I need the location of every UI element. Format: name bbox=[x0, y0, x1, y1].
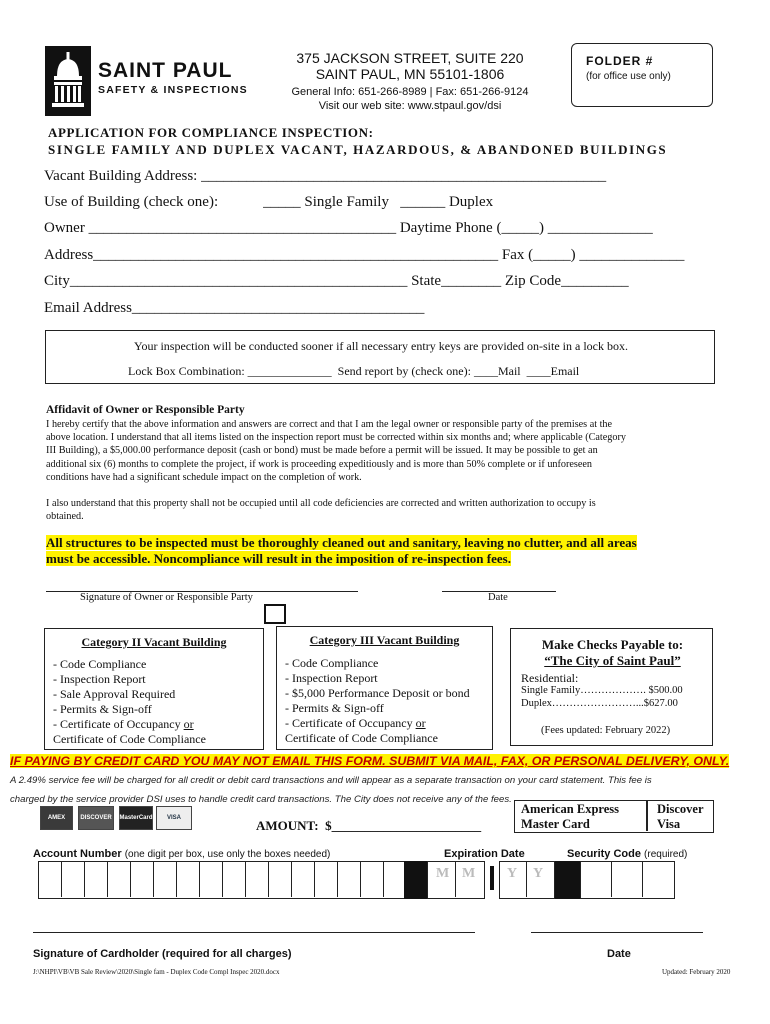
lockbox-combination-field[interactable]: Lock Box Combination: ______________ Send report by (check one): ____Mail ____Email bbox=[128, 364, 580, 378]
vacant-address-field[interactable]: Vacant Building Address: ______________________________________________________ bbox=[44, 168, 607, 184]
digit-box[interactable] bbox=[223, 862, 246, 897]
digit-box[interactable] bbox=[338, 862, 361, 897]
account-number-label bbox=[33, 848, 330, 860]
account-number-note: (one digit per box, use only the boxes needed) bbox=[124, 849, 331, 860]
list-item: - Inspection Report bbox=[285, 671, 378, 685]
brand-subtitle: SAFETY & INSPECTIONS bbox=[98, 84, 248, 96]
contact-line-2: Visit our web site: www.stpaul.gov/dsi bbox=[318, 100, 502, 112]
category-3-title: Category III Vacant Building bbox=[309, 633, 460, 647]
lockbox-note: Your inspection will be conducted sooner if all necessary entry keys are provided on-site in a lock box. bbox=[134, 339, 628, 353]
exp-placeholder: Y bbox=[507, 866, 518, 881]
digit-box[interactable] bbox=[154, 862, 177, 897]
folder-note: (for office use only) bbox=[586, 71, 671, 82]
checks-payable-box bbox=[510, 628, 713, 746]
security-digit-box[interactable] bbox=[581, 862, 612, 897]
fee-note-line-2: charged by the service provider DSI uses to handle credit card transactions. The City does not receive any of the fees. bbox=[10, 793, 512, 805]
card-type-amex[interactable]: American Express bbox=[521, 802, 620, 816]
address-field[interactable]: Address______________________________________________________ Fax (_____) ______________ bbox=[44, 247, 685, 263]
folder-box bbox=[571, 43, 713, 107]
security-code-label-text: Security Code bbox=[567, 848, 641, 860]
category-checkbox[interactable] bbox=[264, 604, 286, 624]
category-3-list bbox=[285, 656, 470, 746]
discover-logo-icon: DISCOVER bbox=[78, 806, 114, 830]
footer-file-path: J:\NHPI\VB\VB Sale Review\2020\Single fam - Duplex Code Compl Inspec 2020.docx bbox=[33, 968, 280, 976]
owner-date-label: Date bbox=[488, 592, 508, 603]
security-code-label bbox=[567, 848, 687, 860]
contact-line-1: General Info: 651-266-8989 | Fax: 651-266-9124 bbox=[291, 86, 529, 98]
digit-box[interactable] bbox=[62, 862, 85, 897]
exp-placeholder: M bbox=[462, 866, 476, 881]
lockbox-section bbox=[45, 330, 715, 384]
checks-payee: “The City of Saint Paul” bbox=[544, 653, 681, 668]
cardholder-date-label: Date bbox=[607, 948, 631, 960]
list-item-or: or bbox=[183, 717, 194, 731]
cleanliness-warning bbox=[46, 535, 686, 566]
security-code-boxes[interactable] bbox=[580, 861, 675, 899]
mastercard-logo-icon: MasterCard bbox=[119, 806, 153, 830]
card-type-discover[interactable]: Discover bbox=[657, 802, 704, 816]
credit-card-warning bbox=[10, 754, 729, 768]
separator-block bbox=[555, 861, 581, 899]
account-number-boxes[interactable] bbox=[38, 861, 406, 899]
account-number-label-text: Account Number bbox=[33, 848, 122, 860]
card-type-table bbox=[514, 800, 714, 833]
digit-box[interactable] bbox=[246, 862, 269, 897]
cardholder-signature-line[interactable] bbox=[33, 932, 475, 933]
digit-box[interactable] bbox=[39, 862, 62, 897]
office-address bbox=[260, 50, 560, 82]
warning-line-2: must be accessible. Noncompliance will result in the imposition of re-inspection fees. bbox=[46, 550, 511, 566]
digit-box[interactable] bbox=[200, 862, 223, 897]
list-item-or: or bbox=[415, 716, 426, 730]
category-2-list bbox=[53, 657, 206, 747]
fee-note-line-1: A 2.49% service fee will be charged for all credit or debit card transactions and will appear as a separate transaction on your card statement. This fee is bbox=[10, 775, 652, 786]
cardholder-signature-label: Signature of Cardholder (required for all charges) bbox=[33, 948, 292, 960]
warning-line-1: All structures to be inspected must be thoroughly cleaned out and sanitary, leaving no clutter, and all areas bbox=[46, 535, 637, 550]
fee-duplex: Duplex……………………...$627.00 bbox=[521, 698, 678, 709]
digit-box[interactable] bbox=[108, 862, 131, 897]
owner-signature-label: Signature of Owner or Responsible Party bbox=[80, 592, 253, 603]
exp-placeholder: Y bbox=[533, 866, 544, 881]
list-item: - Code Compliance bbox=[285, 656, 379, 670]
digit-box[interactable] bbox=[269, 862, 292, 897]
affidavit-title: Affidavit of Owner or Responsible Party bbox=[46, 404, 245, 416]
date-slash-mark bbox=[490, 866, 494, 890]
cardholder-date-line[interactable] bbox=[531, 932, 703, 933]
form-title-line-1: APPLICATION FOR COMPLIANCE INSPECTION: bbox=[48, 125, 374, 140]
checks-title: Make Checks Payable to: bbox=[541, 637, 684, 652]
form-title-line-2: SINGLE FAMILY AND DUPLEX VACANT, HAZARDOUS, & ABANDONED BUILDINGS bbox=[48, 142, 668, 157]
category-2-title: Category II Vacant Building bbox=[81, 635, 227, 649]
list-item bbox=[53, 717, 206, 732]
affidavit-paragraph-1 bbox=[46, 418, 706, 484]
residential-label: Residential: bbox=[521, 671, 579, 685]
exp-placeholder: M bbox=[436, 866, 450, 881]
affidavit-line: III Building), a $5,000.00 performance deposit (cash or bond) must be made before a permit will be issued. It may be possible to get an bbox=[46, 445, 598, 457]
brand-name: SAINT PAUL bbox=[98, 59, 233, 82]
exp-year-box[interactable] bbox=[527, 862, 553, 897]
digit-box[interactable] bbox=[177, 862, 200, 897]
list-item: - Permits & Sign-off bbox=[53, 702, 152, 716]
address-line-2: SAINT PAUL, MN 55101-1806 bbox=[315, 66, 505, 82]
expiration-year-boxes[interactable] bbox=[499, 861, 555, 899]
use-of-building-field[interactable]: Use of Building (check one): _____ Single Family ______ Duplex bbox=[44, 194, 494, 210]
affidavit-line: additional six (6) months to complete the project, if work is proceeding expeditiously and is more than 50% complete or if unforeseen bbox=[46, 458, 593, 470]
folder-label: FOLDER # bbox=[586, 54, 654, 68]
affidavit-line: I also understand that this property shall not be occupied until all code deficiencies are corrected and written authorization to occupy is bbox=[46, 498, 596, 509]
affidavit-line: conditions have had a significant schedule impact on the completion of work. bbox=[46, 471, 362, 483]
exp-month-box[interactable] bbox=[456, 862, 483, 897]
category-2-box bbox=[44, 628, 264, 750]
list-item: - Sale Approval Required bbox=[53, 687, 176, 701]
city-field[interactable]: City_____________________________________________ State________ Zip Code_________ bbox=[44, 273, 629, 289]
digit-box[interactable] bbox=[315, 862, 338, 897]
digit-box[interactable] bbox=[361, 862, 384, 897]
email-field[interactable]: Email Address_______________________________________ bbox=[44, 300, 425, 316]
list-item: - Code Compliance bbox=[53, 657, 147, 671]
amount-field[interactable]: AMOUNT: $_______________________ bbox=[256, 818, 482, 833]
exp-month-box[interactable] bbox=[428, 862, 456, 897]
owner-field[interactable]: Owner _________________________________________ Daytime Phone (_____) ______________ bbox=[44, 220, 653, 236]
security-digit-box[interactable] bbox=[643, 862, 673, 897]
digit-box[interactable] bbox=[131, 862, 154, 897]
affidavit-line: obtained. bbox=[46, 511, 84, 523]
list-item-text: - Certificate of Occupancy bbox=[285, 716, 416, 730]
separator-block bbox=[404, 861, 428, 899]
visa-logo-icon: VISA bbox=[156, 806, 192, 830]
list-item: - $5,000 Performance Deposit or bond bbox=[285, 686, 470, 700]
amex-logo-icon: AMEX bbox=[40, 806, 73, 830]
list-item bbox=[285, 716, 470, 731]
security-digit-box[interactable] bbox=[612, 862, 643, 897]
footer-updated: Updated: February 2020 bbox=[662, 968, 731, 976]
card-type-mastercard[interactable]: Master Card bbox=[521, 817, 590, 831]
contact-info bbox=[260, 85, 560, 113]
exp-year-box[interactable] bbox=[500, 862, 527, 897]
address-line-1: 375 JACKSON STREET, SUITE 220 bbox=[296, 50, 524, 66]
expiration-month-boxes[interactable] bbox=[427, 861, 485, 899]
affidavit-paragraph-2 bbox=[46, 497, 706, 523]
category-3-box bbox=[276, 626, 493, 750]
list-item: - Permits & Sign-off bbox=[285, 701, 384, 715]
digit-box[interactable] bbox=[384, 862, 404, 897]
digit-box[interactable] bbox=[85, 862, 108, 897]
digit-box[interactable] bbox=[292, 862, 315, 897]
list-item: Certificate of Code Compliance bbox=[285, 731, 438, 745]
fees-updated-note: (Fees updated: February 2022) bbox=[541, 725, 671, 736]
list-item-text: - Certificate of Occupancy bbox=[53, 717, 184, 731]
expiration-label: Expiration Date bbox=[444, 848, 525, 860]
list-item: Certificate of Code Compliance bbox=[53, 732, 206, 746]
fee-single-family: Single Family………………. $500.00 bbox=[521, 685, 683, 696]
affidavit-line: I hereby certify that the above information and answers are correct and that I am the legal owner or responsible party of the premises at the bbox=[46, 419, 613, 430]
credit-card-warning-text: IF PAYING BY CREDIT CARD YOU MAY NOT EMAIL THIS FORM. SUBMIT VIA MAIL, FAX, OR PERSONAL DELIVERY, ONLY. bbox=[10, 754, 730, 768]
card-type-visa[interactable]: Visa bbox=[657, 817, 681, 831]
security-code-note: (required) bbox=[644, 849, 688, 860]
saint-paul-logo-icon bbox=[45, 46, 91, 116]
list-item: - Inspection Report bbox=[53, 672, 146, 686]
affidavit-line: above location. I understand that all items listed on the inspection report must be corrected within six months and; where applicable (Category bbox=[46, 432, 626, 444]
